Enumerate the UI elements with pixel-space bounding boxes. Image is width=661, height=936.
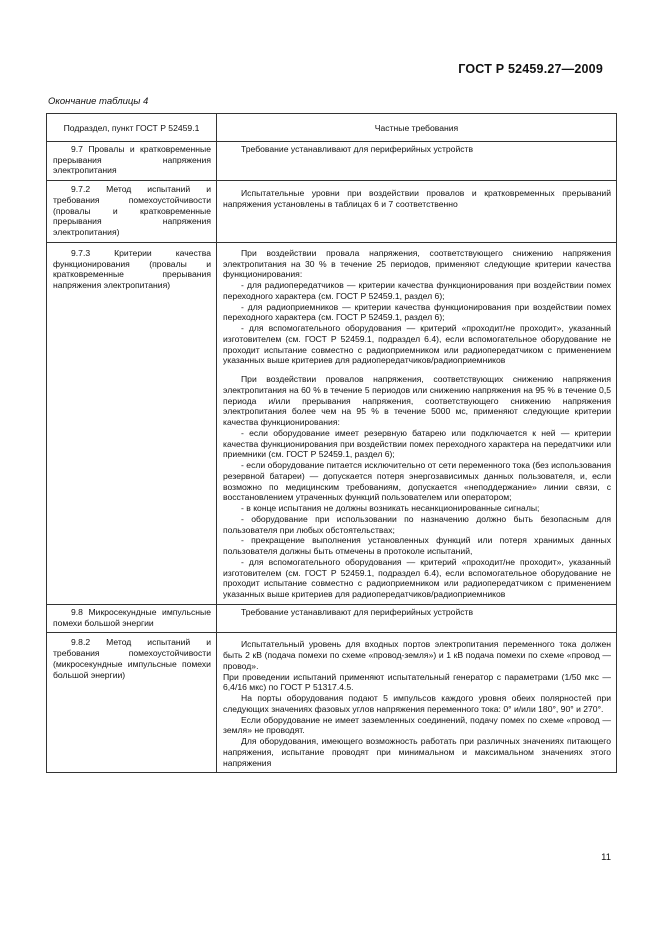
page-number: 11: [601, 852, 611, 863]
subsection-cell: [47, 604, 217, 633]
requirements-cell: [217, 242, 617, 604]
requirement-paragraph: На порты оборудования подают 5 импульсов каждого уровня обеих полярностей при следующих значениях фазовых углов напряжения переменного тока: 0° и/или 180°, 90° и 270°.: [223, 693, 611, 714]
requirement-paragraph: При проведении испытаний применяют испытательный генератор с параметрами (1/50 мкс — 6,4/16 мкс) по ГОСТ Р 51317.4.5.: [223, 671, 611, 693]
requirement-paragraph: Требование устанавливают для периферийных устройств: [241, 143, 474, 154]
column-header-subsection: Подраздел, пункт ГОСТ Р 52459.1: [47, 114, 217, 142]
requirement-paragraph: Требование устанавливают для периферийных устройств: [241, 606, 474, 617]
subsection-text: 9.7.3 Критерии качества функционирования (провалы и кратковременные прерывания напряжения электропитания): [53, 247, 211, 290]
requirement-paragraph: При воздействии провала напряжения, соответствующего снижению напряжения электропитания на 30 % в течение 25 периодов, применяют следующие критерии качества функционирования:: [223, 247, 611, 280]
subsection-cell: [47, 141, 217, 180]
table-caption: Окончание таблицы 4: [48, 96, 149, 107]
requirements-cell: [217, 604, 617, 633]
requirement-paragraph: - для вспомогательного оборудования — критерий «проходит/не проходит», указанный изготовителем (см. ГОСТ Р 52459.1, подраздел 6.4), если вспомогательное оборудование не проходит испытание совместно с радиоприемником или радиопередатчиком с применением указанных выше критериев для радиопередатчиков/радиоприемников: [223, 556, 611, 599]
requirement-paragraph: - если оборудование имеет резервную батарею или подключается к ней — критерии качества функционирования при воздействии помех переходного характера на передатчики или приемники (см. ГОСТ Р 52459.1, раздел 6);: [223, 427, 611, 460]
table-row: [47, 141, 617, 180]
requirement-paragraph: - в конце испытания не должны возникать несанкционированные сигналы;: [241, 503, 540, 513]
requirement-paragraph: - для радиоприемников — критерии качества функционирования при воздействии помех переходного характера (см. ГОСТ Р 52459.1, раздел 6);: [223, 301, 611, 323]
requirement-paragraph: Испытательные уровни при воздействии провалов и кратковременных прерываний напряжения установлены в таблицах 6 и 7 соответственно: [223, 188, 611, 209]
document-header: ГОСТ Р 52459.27—2009: [458, 62, 603, 76]
requirements-cell: [217, 633, 617, 773]
column-header-requirements: Частные требования: [217, 114, 617, 142]
subsection-cell: [47, 242, 217, 604]
requirement-paragraph: - для вспомогательного оборудования — критерий «проходит/не проходит», указанный изготовителем (см. ГОСТ Р 52459.1, подраздел 6.4), если вспомогательное оборудование не проходит испытание совместно с радиоприемником или радиопередатчиком с применением указанных выше критериев для радиопередатчиков/радиоприемников: [223, 323, 611, 366]
subsection-text: 9.8 Микросекундные импульсные помехи большой энергии: [53, 606, 211, 628]
requirement-paragraph: - прекращение выполнения установленных функций или потеря хранимых данных пользователя должны быть отмечены в протоколе испытаний,: [223, 535, 611, 556]
subsection-cell: [47, 633, 217, 773]
requirements-cell: [217, 181, 617, 243]
requirements-table: [46, 113, 617, 773]
requirement-paragraph: - если оборудование питается исключительно от сети переменного тока (без использования резервной батареи) — допускается потеря энергозависимых данных пользователя, и, если возможно по медицинским требованиям, допускается «неподдержание» линии связи, с восстановлением утраченных функций пользователем или оператором;: [223, 460, 611, 503]
subsection-cell: [47, 181, 217, 243]
requirements-cell: [217, 141, 617, 180]
subsection-text: 9.7 Провалы и кратковременные прерывания напряжения электропитания: [53, 143, 211, 176]
table-row: [47, 242, 617, 604]
subsection-text: 9.7.2 Метод испытаний и требования помехоустойчивости (провалы и кратковременные прерывания напряжения электропитания): [53, 184, 211, 237]
requirement-paragraph: Если оборудование не имеет заземленных соединений, подачу помех по схеме «провод — земля» не проводят.: [223, 714, 611, 736]
table-row: [47, 633, 617, 773]
table-row: [47, 181, 617, 243]
subsection-text: 9.8.2 Метод испытаний и требования помехоустойчивости (микросекундные импульсные помехи большой энергии): [53, 637, 211, 680]
requirement-paragraph: При воздействии провалов напряжения, соответствующих снижению напряжения электропитания на 60 % в течение 5 периодов или снижению напряжения на 95 % в течение 0,5 периода и/или прерывания напряжения, соответствующего снижению напряжения электропитания более чем на 95 % в течение 5000 мс, применяют следующие критерии качества функционирования:: [223, 374, 611, 427]
requirement-paragraph: Испытательный уровень для входных портов электропитания переменного тока должен быть 2 кВ (подача помехи по схеме «провод-земля») и 1 кВ подача помехи по схеме «провод — провод».: [223, 639, 611, 671]
requirement-paragraph: Для оборудования, имеющего возможность работать при различных значениях питающего напряжения, испытание проводят при минимальном и максимальном значениях этого напряжения: [223, 736, 611, 768]
table-row: [47, 604, 617, 633]
table-header-row: [47, 114, 617, 142]
requirement-paragraph: - оборудование при использовании по назначению должно быть безопасным для пользователя при любых обстоятельствах;: [223, 513, 611, 535]
requirement-paragraph: - для радиопередатчиков — критерии качества функционирования при воздействии помех переходного характера (см. ГОСТ Р 52459.1, раздел 6);: [223, 280, 611, 301]
